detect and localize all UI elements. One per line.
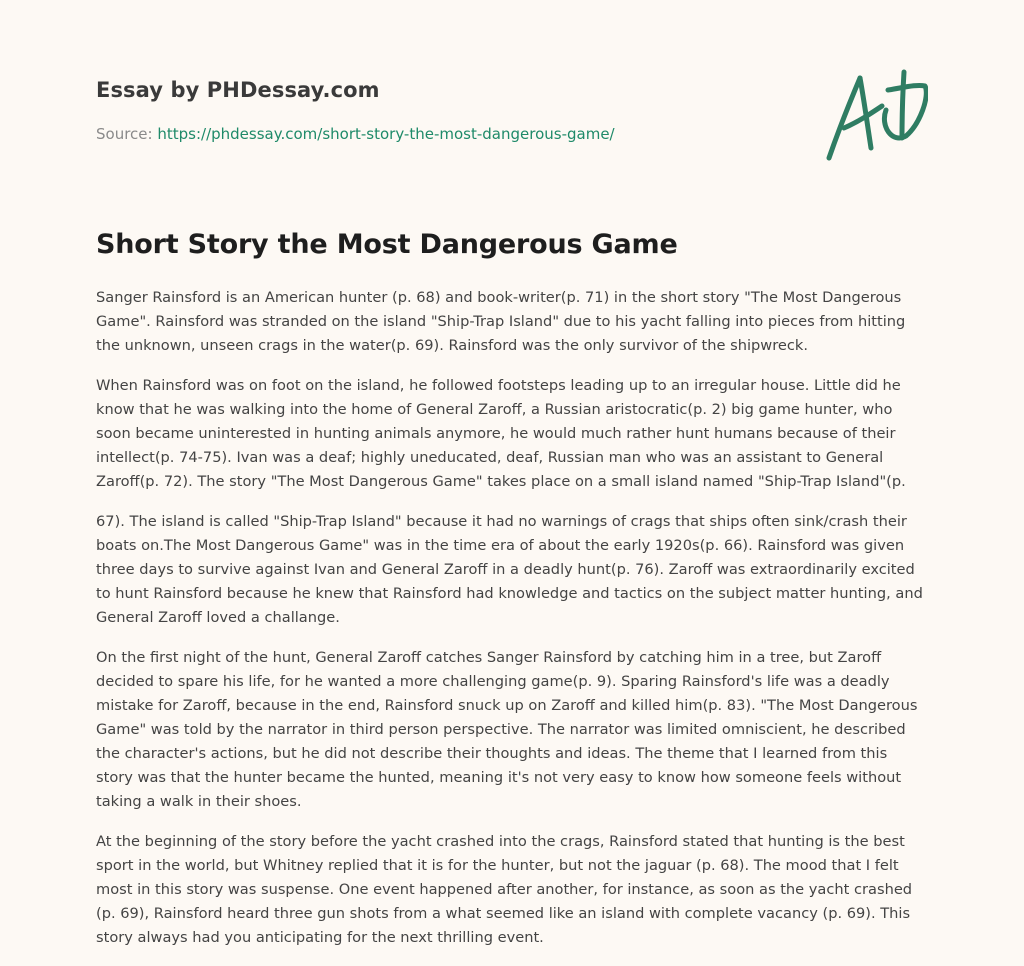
site-brand: Essay by PHDessay.com (96, 78, 380, 102)
page-header (96, 76, 796, 144)
source-label: Source: (96, 125, 153, 143)
source-link[interactable]: https://phdessay.com/short-story-the-most-dangerous-game/ (157, 125, 615, 143)
essay-paragraph: At the beginning of the story before the yacht crashed into the crags, Rainsford stated that hunting is the best sport in the world, but Whitney replied that it is for the hunter, but not the jaguar (p. 68). The mood that I felt most in this story was suspense. One event happened after another, for instance, as soon as the yacht crashed (p. 69), Rainsford heard three gun shots from a what seemed like an island with complete vacancy (p. 69). This story always had you anticipating for the next thrilling event. (96, 833, 913, 946)
essay-paragraph: When Rainsford was on foot on the island, he followed footsteps leading up to an irregular house. Little did he know that he was walking into the home of General Zaroff, a Russian aristocratic(p. 2) big game hunter, who soon became uninterested in hunting animals anymore, he would much rather hunt humans because of their intellect(p. 74-75). Ivan was a deaf; highly uneducated, deaf, Russian man who was an assistant to General Zaroff(p. 72). The story "The Most Dangerous Game" takes place on a small island named "Ship-Trap Island"(p. (96, 377, 906, 490)
a-plus-grade-icon (822, 66, 928, 166)
essay-paragraph: 67). The island is called "Ship-Trap Island" because it had no warnings of crags that ships often sink/crash their boats on.The Most Dangerous Game" was in the time era of about the early 1920s(p. 66). Rainsford was given three days to survive against Ivan and General Zaroff in a deadly hunt(p. 76). Zaroff was extraordinarily excited to hunt Rainsford because he knew that Rainsford had knowledge and tactics on the subject matter hunting, and General Zaroff loved a challange. (96, 513, 923, 626)
essay-paragraph: On the first night of the hunt, General Zaroff catches Sanger Rainsford by catching him in a tree, but Zaroff decided to spare his life, for he wanted a more challenging game(p. 9). Sparing Rainsford's life was a deadly mistake for Zaroff, because in the end, Rainsford snuck up on Zaroff and killed him(p. 83). "The Most Dangerous Game" was told by the narrator in third person perspective. The narrator was limited omniscient, he described the character's actions, but he did not describe their thoughts and ideas. The theme that I learned from this story was that the hunter became the hunted, meaning it's not very easy to know how someone feels without taking a walk in their shoes. (96, 649, 918, 810)
essay-title: Short Story the Most Dangerous Game (96, 229, 678, 260)
essay-body (96, 286, 928, 966)
source-line (96, 124, 796, 144)
essay-paragraph: Sanger Rainsford is an American hunter (p. 68) and book-writer(p. 71) in the short story "The Most Dangerous Game". Rainsford was stranded on the island "Ship-Trap Island" due to his yacht falling into pieces from hitting the unknown, unseen crags in the water(p. 69). Rainsford was the only survivor of the shipwreck. (96, 289, 906, 354)
